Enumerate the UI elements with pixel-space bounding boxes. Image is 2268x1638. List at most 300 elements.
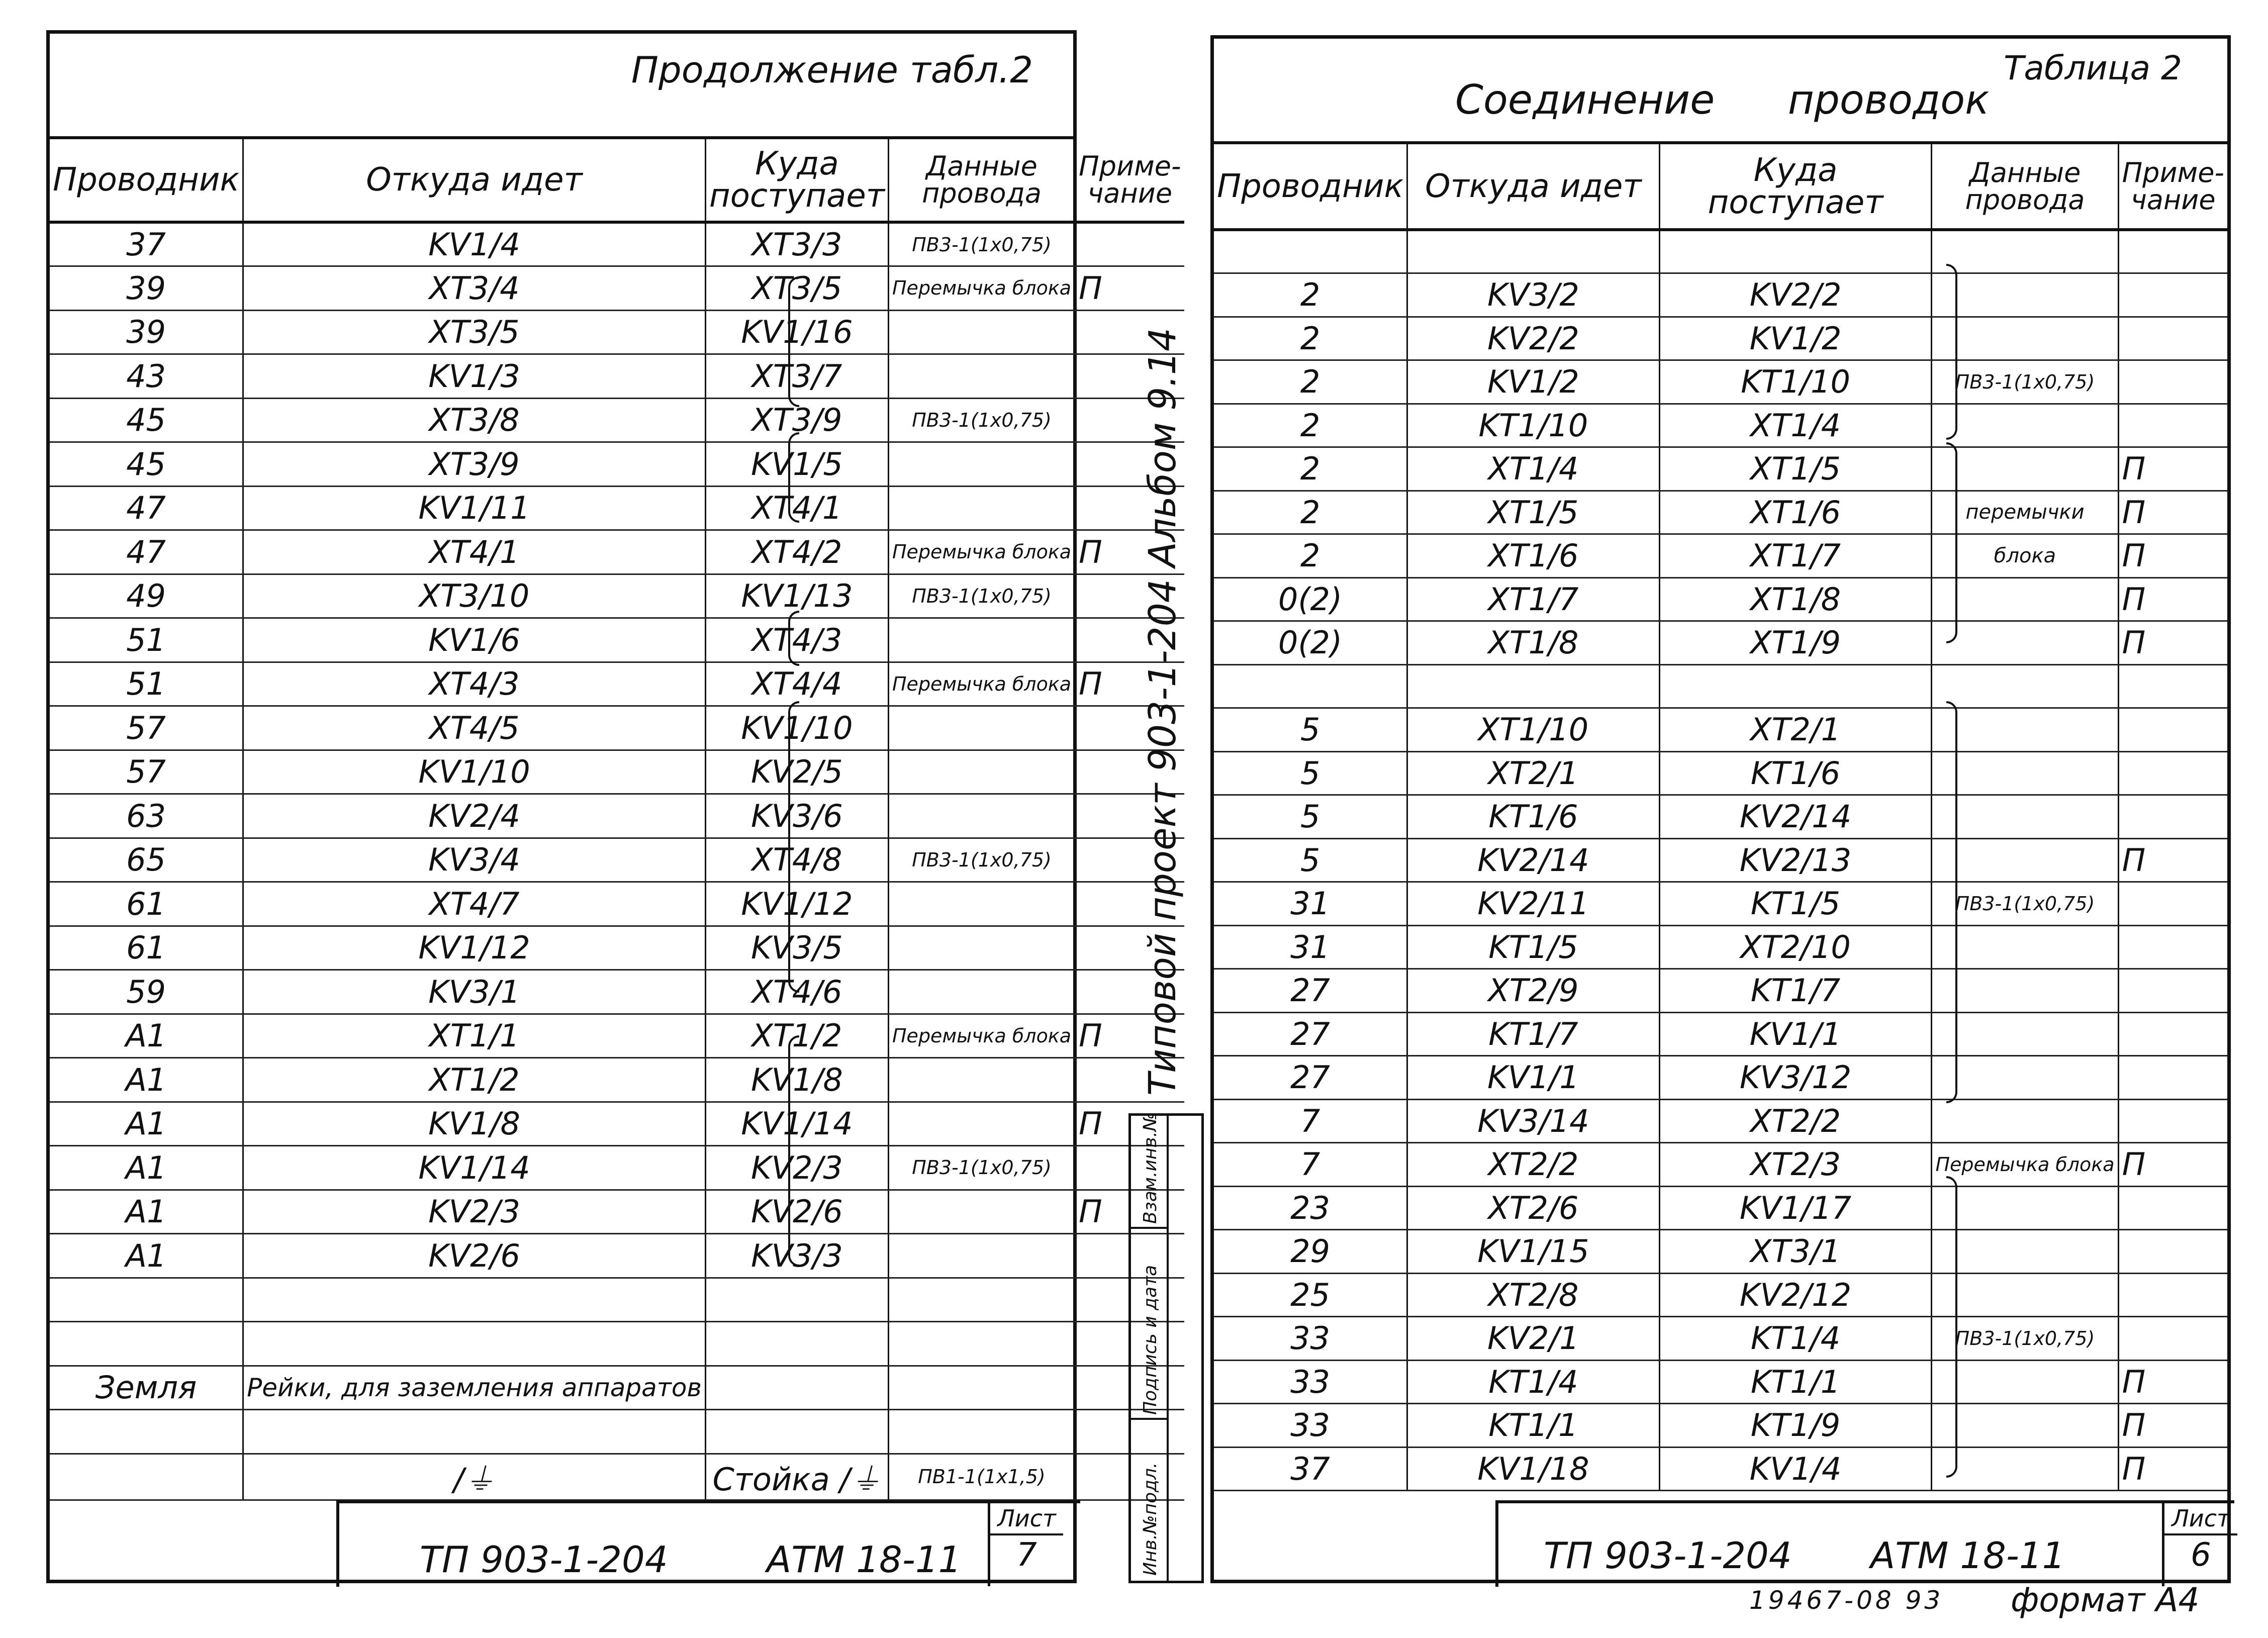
wire-data-cell [1932,1012,2118,1056]
table-row [1214,1273,2227,1317]
from-cell: KV1/10 [243,750,706,794]
conductor-cell: 39 [50,266,243,311]
to-cell: XT3/7 [705,354,888,399]
from-cell: XT2/1 [1407,751,1660,795]
table-row [1214,317,2227,360]
conductor-cell: 5 [1214,751,1407,795]
to-cell: KV1/5 [705,442,888,487]
conductor-cell: 2 [1214,317,1407,360]
conductor-cell: A1 [50,1234,243,1278]
column-header: Куда поступает [705,139,888,222]
table-row [1214,230,2227,273]
to-cell: KV2/12 [1659,1273,1932,1317]
wire-data-cell: перемычки [1932,491,2118,534]
wire-data-cell [888,310,1075,354]
conductor-cell: 2 [1214,360,1407,404]
right-caption: Таблица 2 [2004,49,2182,87]
from-cell: KT1/5 [1407,925,1660,969]
wire-data-cell: ПВ3-1(1х0,75) [888,1146,1075,1190]
to-cell: XT3/9 [705,398,888,442]
table-row [50,618,1184,662]
wire-data-cell [1932,838,2118,882]
wire-data-cell [888,1410,1075,1454]
note-cell [2118,1230,2227,1274]
note-cell [2118,317,2227,360]
conductor-cell: A1 [50,1014,243,1058]
table-row [1214,882,2227,926]
conductor-cell [50,1278,243,1322]
table-row [1214,491,2227,534]
conductor-cell: 33 [1214,1360,1407,1404]
to-cell [1659,664,1932,708]
table-row [50,1410,1184,1454]
side-cell-signature-label: Подпись и дата [1140,1265,1161,1415]
wire-data-cell [1932,447,2118,491]
conductor-cell [50,1410,243,1454]
wire-data-cell: ПВ3-1(1х0,75) [1932,882,2118,926]
from-cell: KV1/1 [1407,1056,1660,1100]
wire-data-cell [1932,273,2118,317]
table-row [50,222,1184,266]
note-cell: П [1075,266,1184,311]
right-sheet [1210,35,2231,1583]
table-row [50,1190,1184,1234]
table-row [50,530,1184,574]
to-cell: KT1/6 [1659,751,1932,795]
left-brace-4 [788,701,799,993]
from-cell [1407,230,1660,273]
from-cell: KV3/1 [243,970,706,1014]
table-row [50,1014,1184,1058]
to-cell: KV2/6 [705,1190,888,1234]
wire-data-cell [1932,1230,2118,1274]
to-cell [705,1366,888,1410]
wire-data-cell [888,970,1075,1014]
side-cell-signature [1131,1229,1169,1420]
wire-data-cell [888,882,1075,926]
conductor-cell: 2 [1214,447,1407,491]
wire-data-cell: ПВ3-1(1х0,75) [1932,360,2118,404]
right-brace-3 [1946,701,1957,1103]
from-cell: XT1/5 [1407,491,1660,534]
table-row [50,750,1184,794]
right-sheet-label: Лист [2164,1503,2237,1535]
note-cell: П [2118,1447,2227,1491]
from-cell: XT1/6 [1407,534,1660,578]
conductor-cell: 33 [1214,1404,1407,1448]
note-cell: П [2118,534,2227,578]
to-cell: XT2/2 [1659,1099,1932,1143]
table-row [1214,1230,2227,1274]
to-cell: KV1/10 [705,706,888,750]
table-row [50,398,1184,442]
right-header [1214,39,2227,144]
from-cell: KV1/18 [1407,1447,1660,1491]
to-cell: KV1/12 [705,882,888,926]
to-cell: XT4/2 [705,530,888,574]
from-cell: KV2/14 [1407,838,1660,882]
footer-format: формат А4 [2011,1581,2200,1619]
left-wiring-table [50,139,1184,1501]
left-brace-1 [788,276,799,407]
from-cell: KV2/11 [1407,882,1660,926]
table-row [1214,708,2227,752]
wire-data-cell [1932,1099,2118,1143]
conductor-cell: 7 [1214,1143,1407,1187]
table-row [50,1366,1184,1410]
to-cell: XT4/3 [705,618,888,662]
conductor-cell: 59 [50,970,243,1014]
side-cell-inventory-label: Инв.№подл. [1140,1462,1161,1576]
wire-data-cell [888,1278,1075,1322]
conductor-cell: 2 [1214,404,1407,447]
to-cell: KV1/13 [705,574,888,618]
to-cell: XT1/6 [1659,491,1932,534]
right-stamp-doc: АТМ 18-11 [1870,1534,2065,1577]
left-brace-5 [788,1035,799,1267]
wire-data-cell: ПВ3-1(1х0,75) [1932,1317,2118,1361]
table-row [50,926,1184,970]
table-row [50,662,1184,706]
from-cell: KV1/15 [1407,1230,1660,1274]
conductor-cell [50,1322,243,1366]
to-cell: KV1/14 [705,1102,888,1146]
from-cell: KV1/4 [243,222,706,266]
note-cell: П [1075,662,1184,706]
wire-data-cell: Перемычка блока [888,266,1075,311]
note-cell: П [2118,577,2227,621]
table-row [1214,534,2227,578]
conductor-cell: 23 [1214,1186,1407,1230]
conductor-cell [1214,230,1407,273]
note-cell: П [2118,447,2227,491]
wire-data-cell [888,1058,1075,1102]
from-cell: KV3/2 [1407,273,1660,317]
wire-data-cell [888,1366,1075,1410]
left-header [50,34,1073,139]
note-cell [2118,1186,2227,1230]
wire-data-cell [888,354,1075,399]
conductor-cell: 27 [1214,1056,1407,1100]
to-cell: KV1/16 [705,310,888,354]
right-brace-2 [1946,442,1957,643]
wire-data-cell: ПВ1-1(1х1,5) [888,1454,1075,1500]
table-row [50,574,1184,618]
to-cell: KV2/3 [705,1146,888,1190]
table-row [1214,751,2227,795]
to-cell: KV1/2 [1659,317,1932,360]
conductor-cell: 27 [1214,1012,1407,1056]
from-cell: KT1/1 [1407,1404,1660,1448]
wire-data-cell: блока [1932,534,2118,578]
from-cell: /⏚ [243,1454,706,1500]
note-cell [2118,230,2227,273]
from-cell: KV3/4 [243,838,706,882]
from-cell: XT1/2 [243,1058,706,1102]
wire-data-cell [1932,795,2118,839]
from-cell: XT2/2 [1407,1143,1660,1187]
table-row [50,1146,1184,1190]
to-cell: XT3/5 [705,266,888,311]
note-cell: П [2118,838,2227,882]
table-row [50,1102,1184,1146]
right-title-block [1495,1500,2234,1587]
note-cell [2118,360,2227,404]
to-cell: KT1/4 [1659,1317,1932,1361]
to-cell: XT1/7 [1659,534,1932,578]
wire-data-cell [1932,1447,2118,1491]
from-cell: KV2/4 [243,794,706,838]
wire-data-cell: ПВ3-1(1х0,75) [888,838,1075,882]
conductor-cell: 61 [50,882,243,926]
table-row [1214,1056,2227,1100]
album-side-note: Типовой проект 903-1-204 Альбом 9.14 [1141,328,1184,1096]
conductor-cell: 2 [1214,534,1407,578]
table-row [50,310,1184,354]
conductor-cell: 0(2) [1214,621,1407,665]
approval-side-strip [1128,1113,1204,1583]
table-row [1214,1447,2227,1491]
conductor-cell: 2 [1214,491,1407,534]
table-row [50,1322,1184,1366]
to-cell [705,1410,888,1454]
note-cell [2118,273,2227,317]
right-wiring-table [1214,144,2227,1491]
table-row [1214,1317,2227,1361]
to-cell: KT1/10 [1659,360,1932,404]
to-cell: KV2/13 [1659,838,1932,882]
table-row [50,1454,1184,1500]
to-cell: XT1/2 [705,1014,888,1058]
to-cell: KV3/6 [705,794,888,838]
right-title: Соединение проводок [1455,76,1990,123]
table-row [50,266,1184,311]
note-cell: П [2118,1404,2227,1448]
note-cell: П [1075,1102,1184,1146]
to-cell: XT4/4 [705,662,888,706]
wire-data-cell [888,750,1075,794]
table-row [1214,621,2227,665]
note-cell: П [1075,1014,1184,1058]
to-cell: XT1/8 [1659,577,1932,621]
to-cell: KT1/5 [1659,882,1932,926]
left-sheet-number-box [988,1503,1063,1586]
conductor-cell: A1 [50,1102,243,1146]
wire-data-cell: ПВ3-1(1х0,75) [888,222,1075,266]
wire-data-cell [888,442,1075,487]
from-cell: XT1/4 [1407,447,1660,491]
wire-data-cell [1932,577,2118,621]
table-row [50,442,1184,487]
from-cell: XT3/9 [243,442,706,487]
wire-data-cell [888,1102,1075,1146]
note-cell [2118,969,2227,1013]
note-cell [2118,1056,2227,1100]
from-cell: KV2/1 [1407,1317,1660,1361]
wire-data-cell: Перемычка блока [888,530,1075,574]
right-sheet-number-box [2162,1503,2237,1586]
from-cell: KT1/4 [1407,1360,1660,1404]
to-cell: XT2/10 [1659,925,1932,969]
conductor-cell: Земля [50,1366,243,1410]
conductor-cell: 37 [1214,1447,1407,1491]
conductor-cell: 47 [50,530,243,574]
left-sheet-label: Лист [990,1503,1063,1535]
note-cell [2118,882,2227,926]
from-cell: KV2/6 [243,1234,706,1278]
to-cell [1659,230,1932,273]
conductor-cell [50,1454,243,1500]
note-cell: П [1075,1190,1184,1234]
from-cell: Рейки, для заземления аппаратов [243,1366,706,1410]
from-cell: XT4/5 [243,706,706,750]
side-cell-replacement [1131,1112,1169,1229]
to-cell: KV1/1 [1659,1012,1932,1056]
right-sheet-number: 6 [2191,1536,2211,1574]
from-cell: XT2/6 [1407,1186,1660,1230]
note-cell [2118,795,2227,839]
note-cell: П [2118,491,2227,534]
wire-data-cell [1932,1186,2118,1230]
note-cell [2118,1012,2227,1056]
right-brace-4 [1946,1176,1957,1478]
column-header: Откуда идет [243,139,706,222]
to-cell: KV1/4 [1659,1447,1932,1491]
note-cell [2118,1317,2227,1361]
conductor-cell: 45 [50,442,243,487]
left-caption: Продолжение табл.2 [631,49,1033,91]
table-row [1214,1404,2227,1448]
left-brace-3 [788,611,799,666]
left-brace-2 [788,432,799,523]
wire-data-cell [888,1234,1075,1278]
side-cell-inventory [1131,1420,1169,1581]
conductor-cell: 25 [1214,1273,1407,1317]
table-row [50,1058,1184,1102]
from-cell: XT4/7 [243,882,706,926]
wire-data-cell [1932,925,2118,969]
to-cell: XT4/6 [705,970,888,1014]
to-cell: KV3/5 [705,926,888,970]
conductor-cell: 5 [1214,838,1407,882]
conductor-cell [1214,664,1407,708]
from-cell [243,1278,706,1322]
wire-data-cell [1932,1404,2118,1448]
wire-data-cell [888,794,1075,838]
wire-data-cell [888,618,1075,662]
to-cell: KT1/9 [1659,1404,1932,1448]
to-cell: KV3/12 [1659,1056,1932,1100]
from-cell: XT1/8 [1407,621,1660,665]
to-cell: KV1/17 [1659,1186,1932,1230]
side-cell-replacement-label: Взам.инв.№ [1140,1112,1161,1224]
conductor-cell: 0(2) [1214,577,1407,621]
wire-data-cell [1932,1360,2118,1404]
note-cell: П [2118,1360,2227,1404]
note-cell [2118,1273,2227,1317]
conductor-cell: 57 [50,706,243,750]
to-cell: KV3/3 [705,1234,888,1278]
table-row [1214,664,2227,708]
wire-data-cell [1932,751,2118,795]
from-cell: XT3/8 [243,398,706,442]
conductor-cell: 33 [1214,1317,1407,1361]
conductor-cell: A1 [50,1146,243,1190]
from-cell: XT3/5 [243,310,706,354]
to-cell [705,1322,888,1366]
wire-data-cell [888,486,1075,530]
footer-number: 19467-08 93 [1749,1586,1944,1615]
wire-data-cell [1932,404,2118,447]
table-row [1214,273,2227,317]
from-cell: XT1/1 [243,1014,706,1058]
table-row [1214,969,2227,1013]
note-cell [2118,404,2227,447]
table-row [50,838,1184,882]
left-title-block [336,1500,1080,1587]
table-row [1214,1186,2227,1230]
wire-data-cell: Перемычка блока [888,1014,1075,1058]
note-cell [2118,1099,2227,1143]
table-row [1214,447,2227,491]
to-cell [705,1278,888,1322]
wire-data-cell: Перемычка блока [888,662,1075,706]
column-header: Приме-чание [1075,139,1184,222]
conductor-cell: 47 [50,486,243,530]
to-cell: KT1/1 [1659,1360,1932,1404]
table-row [1214,1143,2227,1187]
from-cell: XT2/8 [1407,1273,1660,1317]
conductor-cell: 61 [50,926,243,970]
to-cell: KV2/5 [705,750,888,794]
table-row [50,970,1184,1014]
from-cell: KV1/12 [243,926,706,970]
column-header: Откуда идет [1407,144,1660,230]
table-row [1214,360,2227,404]
conductor-cell: A1 [50,1190,243,1234]
from-cell: KV3/14 [1407,1099,1660,1143]
conductor-cell: 49 [50,574,243,618]
conductor-cell: 51 [50,662,243,706]
wire-data-cell [1932,230,2118,273]
table-row [50,354,1184,399]
table-row [50,794,1184,838]
from-cell: KV1/6 [243,618,706,662]
from-cell: XT2/9 [1407,969,1660,1013]
to-cell: XT3/1 [1659,1230,1932,1274]
table-row [1214,925,2227,969]
from-cell: KV1/14 [243,1146,706,1190]
from-cell: XT3/10 [243,574,706,618]
from-cell: KV1/3 [243,354,706,399]
wire-data-cell [1932,1273,2118,1317]
to-cell: XT1/5 [1659,447,1932,491]
conductor-cell: 29 [1214,1230,1407,1274]
to-cell: KT1/7 [1659,969,1932,1013]
note-cell [2118,664,2227,708]
table-row [1214,795,2227,839]
from-cell: XT4/3 [243,662,706,706]
from-cell: KV2/2 [1407,317,1660,360]
from-cell [243,1410,706,1454]
to-cell: KV1/8 [705,1058,888,1102]
wire-data-cell [888,1322,1075,1366]
column-header: Данные провода [888,139,1075,222]
to-cell: XT4/1 [705,486,888,530]
table-row [50,486,1184,530]
table-row [1214,838,2227,882]
to-cell: XT4/8 [705,838,888,882]
